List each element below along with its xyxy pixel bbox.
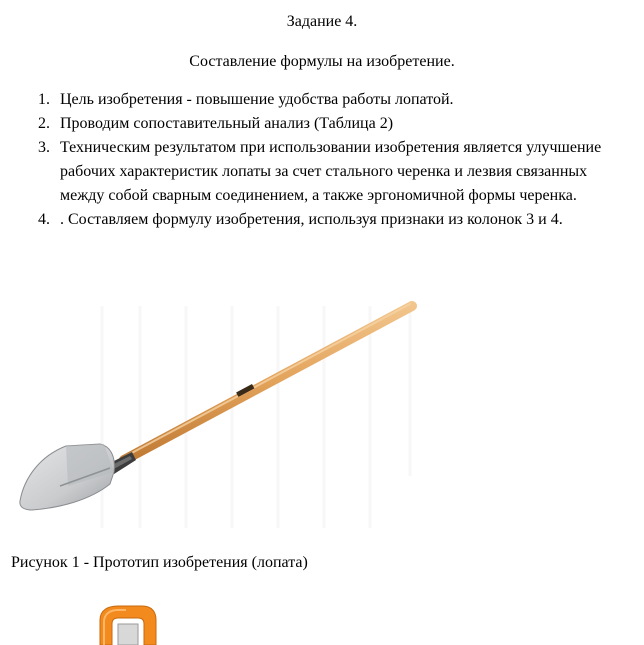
list-item-text: Техническим результатом при использовании изобретения является улучшение рабочих характеристик лопаты за счет стального черенка и лезвия связанных между собой сварным соединением, а также эргономичной формы черенка. — [60, 139, 602, 204]
task-subtitle: Составление формулы на изобретение. — [189, 53, 455, 70]
list-item — [38, 88, 634, 112]
shovel-image — [10, 296, 430, 544]
list-item-number: 4. — [38, 211, 50, 228]
task-title: Задание 4. — [286, 13, 358, 30]
list-item-number: 2. — [38, 115, 50, 132]
numbered-list — [38, 88, 634, 232]
list-item-number: 3. — [38, 139, 50, 156]
list-item-text: Цель изобретения - повышение удобства работы лопатой. — [60, 91, 454, 108]
shovel-blade — [20, 444, 115, 510]
handle-grip-image — [96, 604, 160, 645]
list-item — [38, 112, 634, 136]
list-item-number: 1. — [38, 91, 50, 108]
list-item-text: Проводим сопоставительный анализ (Таблица 2) — [60, 115, 394, 132]
figure-caption: Рисунок 1 - Прототип изобретения (лопата) — [11, 554, 308, 571]
list-item — [38, 208, 634, 232]
list-item — [38, 136, 634, 208]
list-item-text: . Составляем формулу изобретения, используя признаки из колонок 3 и 4. — [60, 211, 563, 228]
